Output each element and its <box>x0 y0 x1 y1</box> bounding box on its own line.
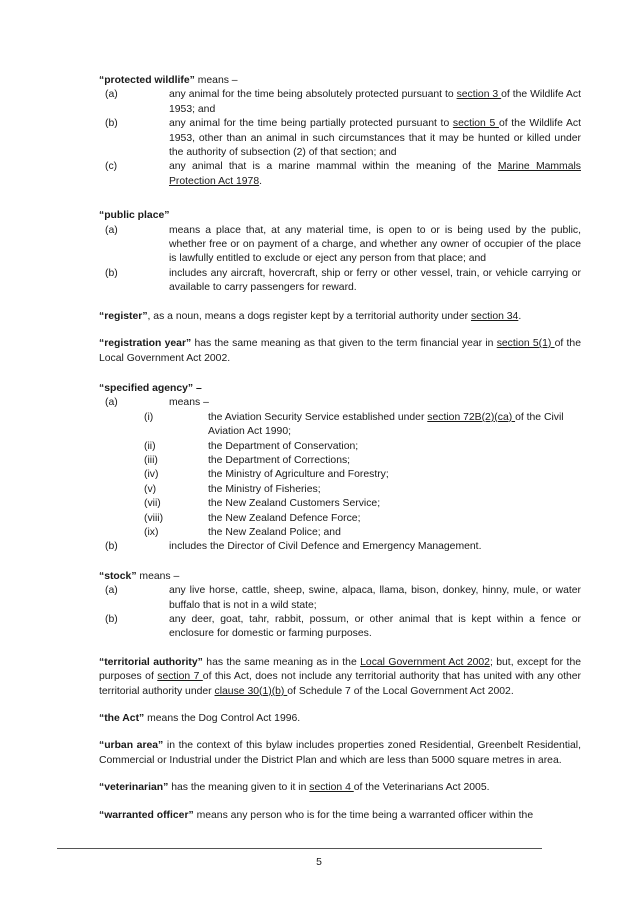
definition-text: has the same meaning as in the <box>202 656 361 668</box>
subclause-text: the Ministry of Agriculture and Forestry; <box>208 469 389 481</box>
subclause-ix <box>99 526 581 540</box>
subclause-text: the Aviation Security Service established under <box>208 411 428 423</box>
subclause-iii <box>99 454 581 468</box>
definition-warranted-officer <box>99 809 581 823</box>
clause-label: (b) <box>105 541 118 553</box>
clause-a <box>99 88 581 117</box>
subclause-label: (iii) <box>144 454 158 466</box>
term: “protected wildlife” <box>99 75 195 86</box>
subclause-label: (viii) <box>144 512 164 524</box>
subclause-label: (ii) <box>144 440 156 452</box>
definition-urban-area <box>99 739 581 768</box>
subclause-vii <box>99 497 581 511</box>
clause-b <box>99 117 581 160</box>
clause-text: includes the Director of Civil Defence and Emergency Management. <box>169 541 482 553</box>
definition-stock <box>99 570 581 642</box>
term: “veterinarian” <box>99 782 169 794</box>
definition-text: . <box>518 310 522 322</box>
definition-territorial-authority <box>99 656 581 699</box>
section-link[interactable]: section 5 <box>452 118 499 130</box>
clause-label: (a) <box>105 89 118 101</box>
subclause-i <box>99 411 581 440</box>
clause-label: (a) <box>105 224 118 236</box>
clause-a <box>99 396 581 410</box>
clause-text: any live horse, cattle, sheep, swine, alpaca, llama, bison, donkey, hinny, mule, or water buffalo that is not in a wild state; <box>169 585 581 611</box>
act-link[interactable]: Marine Mammals Protection Act 1978 <box>169 161 581 187</box>
term: “public place” <box>99 210 170 222</box>
section-link[interactable]: section 3 <box>456 89 502 101</box>
intro: means – <box>194 75 238 86</box>
clause-a <box>99 584 581 613</box>
definition-veterinarian <box>99 781 581 795</box>
term: “register” <box>99 310 148 322</box>
term: “urban area” <box>99 740 164 752</box>
definition-text: in the context of this bylaw includes properties zoned Residential, Greenbelt Residential, Commercial or Industrial under the District Plan and which are less than 5000 square metres in area. <box>99 740 581 766</box>
clause-label: (b) <box>105 614 118 625</box>
clause-c <box>99 160 581 189</box>
clause-text: any animal for the time being absolutely protected pursuant to <box>169 89 457 101</box>
term: “stock” <box>99 570 137 582</box>
clause-b <box>99 613 581 642</box>
subclause-text: the Ministry of Fisheries; <box>208 483 321 495</box>
definition-text: has the meaning given to it in <box>168 782 310 794</box>
definition-text: , as a noun, means a dogs register kept by a territorial authority under <box>147 310 471 322</box>
clause-text: any animal that is a marine mammal within the meaning of the <box>169 161 498 173</box>
subclause-text: the Department of Corrections; <box>208 454 351 466</box>
definition-text: means any person who is for the time being a warranted officer within the <box>193 809 534 821</box>
section-link[interactable]: section 72B(2)(ca) <box>427 411 516 423</box>
subclause-text: the New Zealand Customers Service; <box>208 498 381 510</box>
subclause-label: (ix) <box>144 526 159 538</box>
definition-text: means the Dog Control Act 1996. <box>144 713 301 725</box>
definition-text: of the Local Government Act 2002. <box>99 338 581 364</box>
term: “territorial authority” <box>99 656 203 668</box>
clause-label: (a) <box>105 397 118 409</box>
clause-label: (a) <box>105 585 118 597</box>
term: “registration year” <box>99 338 192 350</box>
intro: means – <box>136 570 180 582</box>
section-link[interactable]: section 34 <box>470 310 519 322</box>
subclause-text: the New Zealand Defence Force; <box>208 512 361 524</box>
definition-specified-agency <box>99 382 581 555</box>
clause-text: of the Wildlife Act 1953, other than an animal in such circumstances that it may be hunted or killed under the authority of subsection (2) of that section; and <box>169 118 581 159</box>
definition-protected-wildlife <box>99 74 581 189</box>
clause-b <box>99 267 581 296</box>
section-link[interactable]: section 4 <box>309 782 354 794</box>
definition-the-act <box>99 712 581 726</box>
clause-text: of the Wildlife Act 1953; and <box>169 89 581 115</box>
subclause-label: (v) <box>144 483 157 495</box>
definition-register <box>99 310 581 324</box>
subclause-label: (vii) <box>144 498 161 510</box>
definition-registration-year <box>99 337 581 366</box>
definition-text: ; but, except for the purposes of <box>99 656 582 683</box>
clause-text: . <box>259 175 263 187</box>
subclause-label: (i) <box>144 411 154 423</box>
definition-text: has the same meaning as that given to the term financial year in <box>191 338 497 350</box>
clause-label: (b) <box>105 118 118 130</box>
clause-text: any animal for the time being partially protected pursuant to <box>169 118 453 130</box>
act-link[interactable]: Local Government Act 2002 <box>360 656 490 668</box>
definition-text: of Schedule 7 of the Local Government Act 2002. <box>287 685 514 697</box>
clause-label: (c) <box>105 161 118 173</box>
definition-public-place <box>99 209 581 295</box>
page-number: 5 <box>316 857 322 868</box>
subclause-label: (iv) <box>144 469 159 481</box>
clause-text: means a place that, at any material time, is open to or is being used by the public, whether free or on payment of a charge, and whether any owner of occupier of the place is lawfully entitled to exclude or eject any person from that place; and <box>169 224 581 265</box>
definition-text: of the Veterinarians Act 2005. <box>353 782 490 794</box>
term: “specified agency” – <box>99 382 202 394</box>
footer-divider <box>57 848 542 849</box>
clause-b <box>99 540 581 554</box>
term: “warranted officer” <box>99 809 194 821</box>
subclause-iv <box>99 468 581 482</box>
subclause-ii <box>99 440 581 454</box>
page-body <box>99 74 581 836</box>
clause-a <box>99 224 581 267</box>
clause-link[interactable]: clause 30(1)(b) <box>214 685 288 697</box>
definition-text: of this Act, does not include any territorial authority that has united with any other territorial authority under <box>99 671 582 697</box>
subclause-text: the Department of Conservation; <box>208 440 359 452</box>
section-link[interactable]: section 5(1) <box>496 338 555 350</box>
clause-text: means – <box>169 397 209 409</box>
subclause-viii <box>99 512 581 526</box>
subclause-v <box>99 483 581 497</box>
subclause-text: the New Zealand Police; and <box>208 526 341 538</box>
clause-label: (b) <box>105 267 118 279</box>
clause-text: any deer, goat, tahr, rabbit, possum, or other animal that is kept within a fence or enclosure for domestic or farming purposes. <box>169 614 581 640</box>
section-link[interactable]: section 7 <box>157 671 203 683</box>
clause-text: includes any aircraft, hovercraft, ship or ferry or other vessel, train, or vehicle carrying or available to carry passengers for reward. <box>169 267 581 294</box>
term: “the Act” <box>99 713 145 725</box>
subclause-text: of the Civil Aviation Act 1990; <box>208 411 564 438</box>
